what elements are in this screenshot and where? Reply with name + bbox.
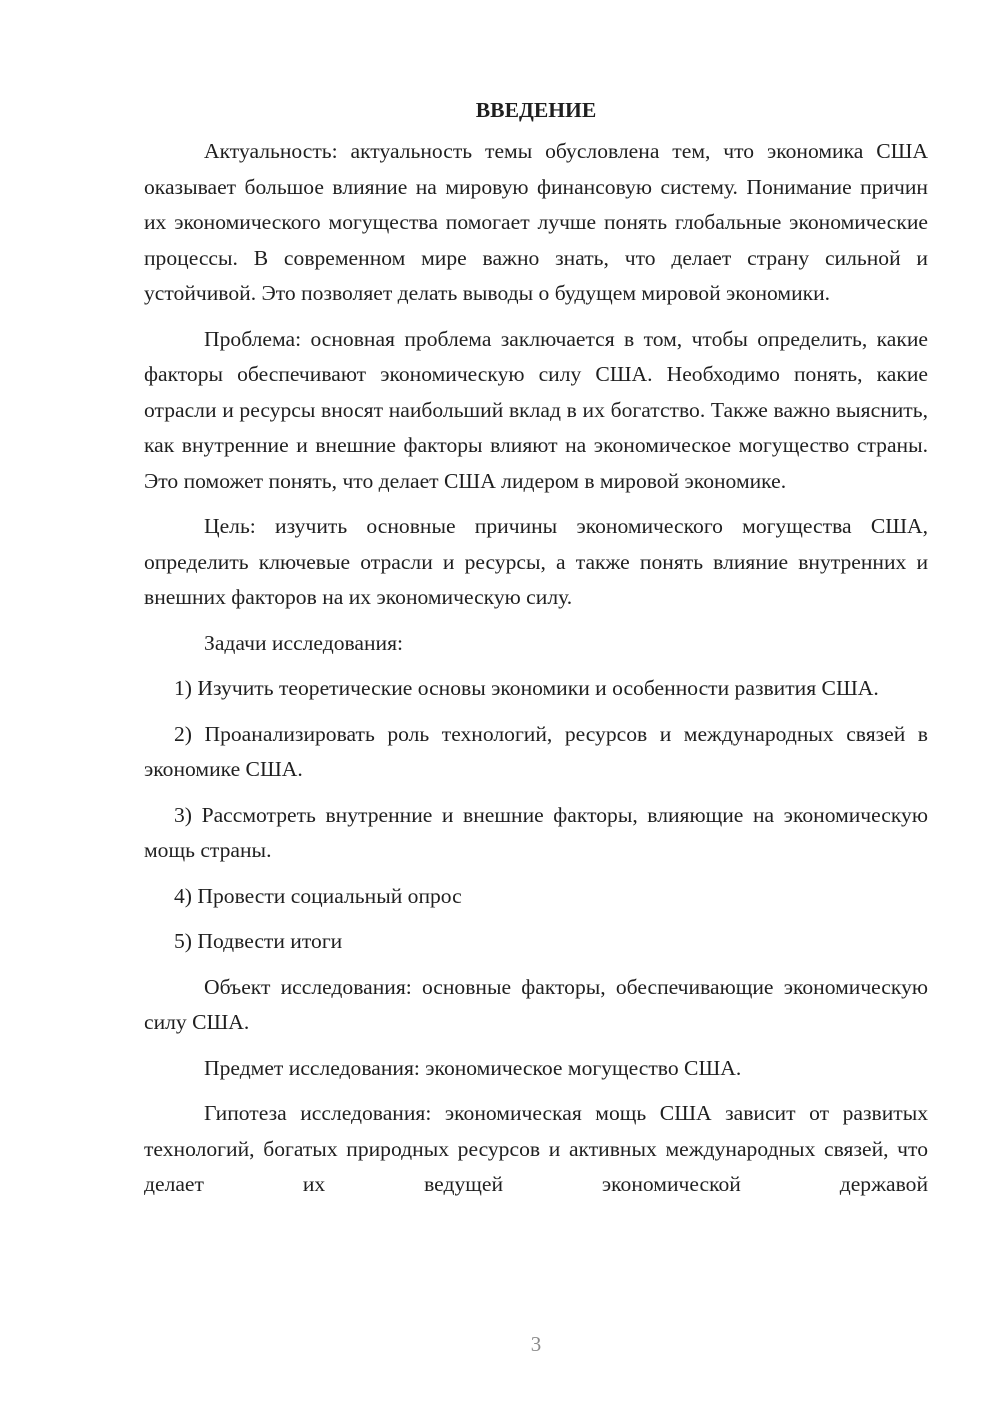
task-item-4: 4) Провести социальный опрос <box>174 883 462 908</box>
document-page <box>144 95 928 1203</box>
task-item-2: 2) Проанализировать роль технологий, ресурсов и международных связей в экономике США. <box>144 721 928 781</box>
relevance-paragraph: Актуальность: актуальность темы обусловлена тем, что экономика США оказывает большое влияние на мировую финансовую систему. Понимание причин их экономического могущества помогает лучше понять глобальные экономические процессы. В современном мире важно знать, что делает страну сильной и устойчивой. Это позволяет делать выводы о будущем мировой экономики. <box>144 139 928 305</box>
task-item-3: 3) Рассмотреть внутренние и внешние факторы, влияющие на экономическую мощь страны. <box>144 802 928 862</box>
subject-paragraph: Предмет исследования: экономическое могущество США. <box>204 1055 742 1080</box>
page-number: 3 <box>530 1332 542 1356</box>
hypothesis-paragraph: Гипотеза исследования: экономическая мощь США зависит от развитых технологий, богатых природных ресурсов и активных международных связей, что делает их ведущей экономической державой <box>144 1101 928 1196</box>
problem-paragraph: Проблема: основная проблема заключается в том, чтобы определить, какие факторы обеспечивают экономическую силу США. Необходимо понять, какие отрасли и ресурсы вносят наибольший вклад в их богатство. Также важно выяснить, как внутренние и внешние факторы влияют на экономическое могущество страны. Это поможет понять, что делает США лидером в мировой экономике. <box>144 326 928 493</box>
section-heading: ВВЕДЕНИЕ <box>475 98 597 122</box>
object-paragraph: Объект исследования: основные факторы, обеспечивающие экономическую силу США. <box>144 974 928 1034</box>
tasks-title: Задачи исследования: <box>204 630 404 655</box>
goal-paragraph: Цель: изучить основные причины экономического могущества США, определить ключевые отрасли и ресурсы, а также понять влияние внутренних и внешних факторов на их экономическую силу. <box>144 514 928 609</box>
task-item-1: 1) Изучить теоретические основы экономики и особенности развития США. <box>174 676 879 700</box>
task-item-5: 5) Подвести итоги <box>174 929 343 953</box>
